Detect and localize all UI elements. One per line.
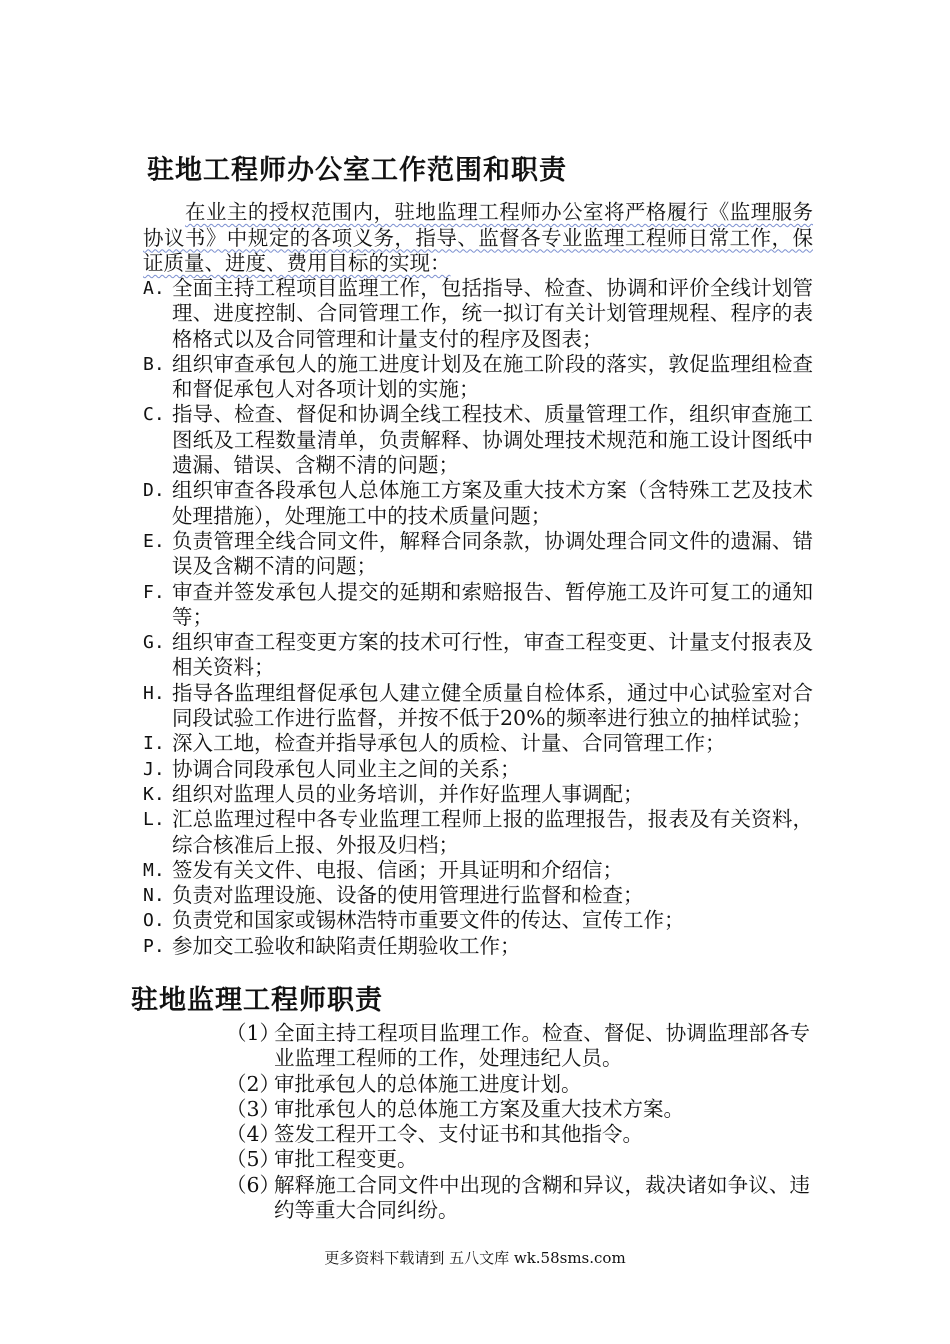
list-item bbox=[143, 352, 813, 403]
list-item-text: 组织审查承包人的施工进度计划及在施工阶段的落实，敦促监理组检查和督促承包人对各项计划的实施； bbox=[172, 351, 813, 402]
list-item-text: 负责对监理设施、设备的使用管理进行监督和检查； bbox=[172, 883, 644, 908]
list-item-text: 审查并签发承包人提交的延期和索赔报告、暂停施工及许可复工的通知等； bbox=[172, 579, 813, 629]
list-marker: （6） bbox=[226, 1172, 281, 1197]
list-item bbox=[226, 1097, 810, 1122]
list-marker: （3） bbox=[226, 1096, 281, 1121]
list-item-text: 签发工程开工令、支付证书和其他指令。 bbox=[274, 1122, 643, 1147]
list-marker: O. bbox=[143, 910, 165, 932]
list-item bbox=[143, 858, 813, 883]
list-item bbox=[143, 580, 813, 631]
list-item-text: 全面主持工程项目监理工作，包括指导、检查、协调和评价全线计划管理、进度控制、合同管理工作，统一拟订有关计划管理规程、程序的表格格式以及合同管理和计量支付的程序及图表； bbox=[172, 276, 813, 351]
list-item bbox=[143, 681, 813, 732]
list-marker: （5） bbox=[226, 1147, 281, 1172]
engineer-duties-list bbox=[226, 1021, 810, 1223]
list-item-text: 汇总监理过程中各专业监理工程师上报的监理报告，报表及有关资料，综合核准后上报、外报及归档； bbox=[172, 807, 813, 857]
intro-text-part2: 理服务协议书》中规定的各项义务，指导、监督各专业监理工程师日常工作，保证质量、进度、费用目标的实现： bbox=[143, 200, 814, 275]
list-item bbox=[226, 1122, 810, 1147]
list-marker: C. bbox=[143, 404, 165, 426]
list-marker: A. bbox=[143, 278, 165, 299]
list-item bbox=[226, 1021, 810, 1072]
office-duties-list bbox=[143, 276, 813, 959]
list-marker: H. bbox=[143, 682, 165, 704]
footer-download-note: 更多资料下载请到 五八文库 wk.58sms.com bbox=[324, 1249, 626, 1267]
intro-text-part1: 在业主的授权范围内，驻地监理工程师办公室将严格履行《监 bbox=[185, 200, 751, 224]
list-item bbox=[143, 908, 813, 933]
list-item bbox=[143, 529, 813, 580]
list-item-text: 审批承包人的总体施工方案及重大技术方案。 bbox=[274, 1096, 684, 1121]
list-item bbox=[143, 478, 813, 529]
list-item bbox=[143, 807, 813, 858]
list-item-text: 全面主持工程项目监理工作。检查、督促、协调监理部各专业监理工程师的工作，处理违纪人员。 bbox=[274, 1021, 810, 1071]
list-item-text: 解释施工合同文件中出现的含糊和异议，裁决诸如争议、违约等重大合同纠纷。 bbox=[274, 1172, 810, 1223]
list-item bbox=[226, 1147, 810, 1172]
list-item-text: 组织审查工程变更方案的技术可行性，审查工程变更、计量支付报表及相关资料； bbox=[172, 630, 813, 680]
list-item bbox=[143, 630, 813, 681]
list-item-text: 负责管理全线合同文件，解释合同条款，协调处理合同文件的遗漏、错误及含糊不清的问题； bbox=[172, 528, 813, 579]
list-item-text: 指导、检查、督促和协调全线工程技术、质量管理工作，组织审查施工图纸及工程数量清单，负责解释、协调处理技术规范和施工设计图纸中遗漏、错误、含糊不清的问题； bbox=[172, 402, 813, 478]
list-item-text: 审批承包人的总体施工进度计划。 bbox=[274, 1071, 582, 1096]
section-heading-office-scope: 驻地工程师办公室工作范围和职责 bbox=[147, 155, 567, 186]
list-item bbox=[143, 934, 813, 959]
list-item bbox=[143, 757, 813, 782]
list-marker: M. bbox=[143, 859, 165, 881]
list-marker: G. bbox=[143, 632, 165, 654]
intro-paragraph bbox=[143, 200, 813, 277]
list-item-text: 组织审查各段承包人总体施工方案及重大技术方案（含特殊工艺及技术处理措施），处理施工中的技术质量问题； bbox=[172, 478, 813, 528]
list-item-text: 签发有关文件、电报、信函；开具证明和介绍信； bbox=[172, 857, 623, 882]
list-marker: N. bbox=[143, 885, 165, 907]
list-marker: E. bbox=[143, 530, 165, 552]
list-marker: P. bbox=[143, 935, 165, 957]
list-item-text: 深入工地，检查并指导承包人的质检、计量、合同管理工作； bbox=[172, 731, 726, 756]
list-item-text: 组织对监理人员的业务培训，并作好监理人事调配； bbox=[172, 781, 644, 806]
list-item-text: 指导各监理组督促承包人建立健全质量自检体系，通过中心试验室对合同段试验工作进行监督，并按不低于20%的频率进行独立的抽样试验； bbox=[172, 680, 813, 731]
list-marker: B. bbox=[143, 353, 165, 375]
list-item-text: 负责党和国家或锡林浩特市重要文件的传达、宣传工作； bbox=[172, 908, 685, 933]
list-item bbox=[143, 883, 813, 908]
list-item bbox=[143, 276, 813, 352]
list-item-text: 协调合同段承包人同业主之间的关系； bbox=[172, 756, 521, 781]
list-marker: F. bbox=[143, 581, 165, 603]
list-item bbox=[226, 1072, 810, 1097]
list-marker: I. bbox=[143, 733, 165, 755]
list-marker: D. bbox=[143, 480, 165, 502]
list-item bbox=[143, 782, 813, 807]
section-heading-engineer-duties: 驻地监理工程师职责 bbox=[131, 985, 383, 1016]
list-item bbox=[226, 1173, 810, 1224]
list-marker: （2） bbox=[226, 1071, 281, 1096]
list-marker: （1） bbox=[226, 1021, 281, 1045]
list-item bbox=[143, 402, 813, 478]
list-marker: （4） bbox=[226, 1122, 281, 1147]
list-item bbox=[143, 731, 813, 756]
list-item-text: 审批工程变更。 bbox=[274, 1147, 418, 1172]
list-marker: J. bbox=[143, 758, 165, 780]
list-item-text: 参加交工验收和缺陷责任期验收工作； bbox=[172, 933, 521, 958]
list-marker: L. bbox=[143, 809, 165, 831]
list-marker: K. bbox=[143, 783, 165, 805]
